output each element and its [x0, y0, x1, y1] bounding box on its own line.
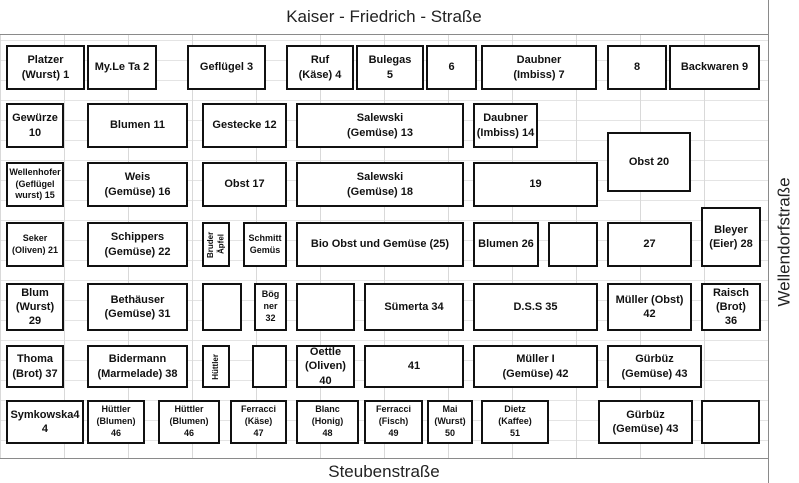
stall-empty-4[interactable] [252, 345, 287, 388]
stall-suemerta[interactable]: Sümerta 34 [364, 283, 464, 331]
stall-27[interactable]: 27 [607, 222, 692, 267]
stall-bleyer[interactable]: Bleyer (Eier) 28 [701, 207, 761, 267]
stall-daubner-14[interactable]: Daubner (Imbiss) 14 [473, 103, 538, 148]
stall-mai[interactable]: Mai (Wurst) 50 [427, 400, 473, 444]
stall-bruder-aepfel-label: Bruder Äpfel [205, 231, 225, 258]
stall-bethaeuser[interactable]: Bethäuser (Gemüse) 31 [87, 283, 188, 331]
right-street-text: Wellendorfstraße [774, 176, 794, 307]
stall-platzer[interactable]: Platzer (Wurst) 1 [6, 45, 85, 90]
stall-raisch[interactable]: Raisch (Brot) 36 [701, 283, 761, 331]
stall-ferracci-fisch[interactable]: Ferracci (Fisch) 49 [364, 400, 423, 444]
stall-my-le-ta[interactable]: My.Le Ta 2 [87, 45, 157, 90]
stall-boegner[interactable]: Bög ner 32 [254, 283, 287, 331]
right-street-label [768, 0, 799, 483]
stall-dietz[interactable]: Dietz (Kaffee) 51 [481, 400, 549, 444]
stall-bruder-aepfel[interactable] [202, 222, 230, 267]
stall-empty-2[interactable] [202, 283, 242, 331]
stall-guerbuez-bottom[interactable]: Gürbüz (Gemüse) 43 [598, 400, 693, 444]
stall-backwaren[interactable]: Backwaren 9 [669, 45, 760, 90]
stall-weis[interactable]: Weis (Gemüse) 16 [87, 162, 188, 207]
stall-bidermann[interactable]: Bidermann (Marmelade) 38 [87, 345, 188, 388]
stall-huettler-small[interactable] [202, 345, 230, 388]
stall-oettle[interactable]: Oettle (Oliven) 40 [296, 345, 355, 388]
stall-dss[interactable]: D.S.S 35 [473, 283, 598, 331]
stall-bio-obst[interactable]: Bio Obst und Gemüse (25) [296, 222, 464, 267]
stall-huettler-46a[interactable]: Hüttler (Blumen) 46 [87, 400, 145, 444]
stall-41[interactable]: 41 [364, 345, 464, 388]
stall-mueller-obst[interactable]: Müller (Obst) 42 [607, 283, 692, 331]
stall-huettler-46b[interactable]: Hüttler (Blumen) 46 [158, 400, 220, 444]
bottom-street-label: Steubenstraße [0, 458, 768, 483]
stall-ferracci-kaese[interactable]: Ferracci (Käse) 47 [230, 400, 287, 444]
stall-wellenhofer[interactable]: Wellenhofer (Geflügel wurst) 15 [6, 162, 64, 207]
stall-schippers[interactable]: Schippers (Gemüse) 22 [87, 222, 188, 267]
stall-empty-3[interactable] [296, 283, 355, 331]
stall-salewski-13[interactable]: Salewski (Gemüse) 13 [296, 103, 464, 148]
stall-bulegas[interactable]: Bulegas 5 [356, 45, 424, 90]
stall-empty-1[interactable] [548, 222, 598, 267]
stall-daubner-7[interactable]: Daubner (Imbiss) 7 [481, 45, 597, 90]
stall-blumen-11[interactable]: Blumen 11 [87, 103, 188, 148]
stall-gewuerze[interactable]: Gewürze 10 [6, 103, 64, 148]
stall-schmitt[interactable]: Schmitt Gemüs [243, 222, 287, 267]
stall-blanc[interactable]: Blanc (Honig) 48 [296, 400, 359, 444]
stall-blumen-26[interactable]: Blumen 26 [473, 222, 539, 267]
stall-gefluegel[interactable]: Geflügel 3 [187, 45, 266, 90]
stall-obst-17[interactable]: Obst 17 [202, 162, 287, 207]
stall-19[interactable]: 19 [473, 162, 598, 207]
stall-guerbuez-top[interactable]: Gürbüz (Gemüse) 43 [607, 345, 702, 388]
stall-gestecke[interactable]: Gestecke 12 [202, 103, 287, 148]
top-street-label: Kaiser - Friedrich - Straße [0, 0, 768, 35]
stall-blum[interactable]: Blum (Wurst) 29 [6, 283, 64, 331]
stall-huettler-small-label: Hüttler [210, 353, 220, 380]
stall-mueller-gemuese[interactable]: Müller I (Gemüse) 42 [473, 345, 598, 388]
stall-empty-5[interactable] [701, 400, 760, 444]
stall-obst-20[interactable]: Obst 20 [607, 132, 691, 192]
stall-thoma[interactable]: Thoma (Brot) 37 [6, 345, 64, 388]
stall-8[interactable]: 8 [607, 45, 667, 90]
stall-ruf[interactable]: Ruf (Käse) 4 [286, 45, 354, 90]
stall-seker[interactable]: Seker (Oliven) 21 [6, 222, 64, 267]
stall-salewski-18[interactable]: Salewski (Gemüse) 18 [296, 162, 464, 207]
stall-6[interactable]: 6 [426, 45, 477, 90]
stall-symkowska[interactable]: Symkowska4 4 [6, 400, 84, 444]
